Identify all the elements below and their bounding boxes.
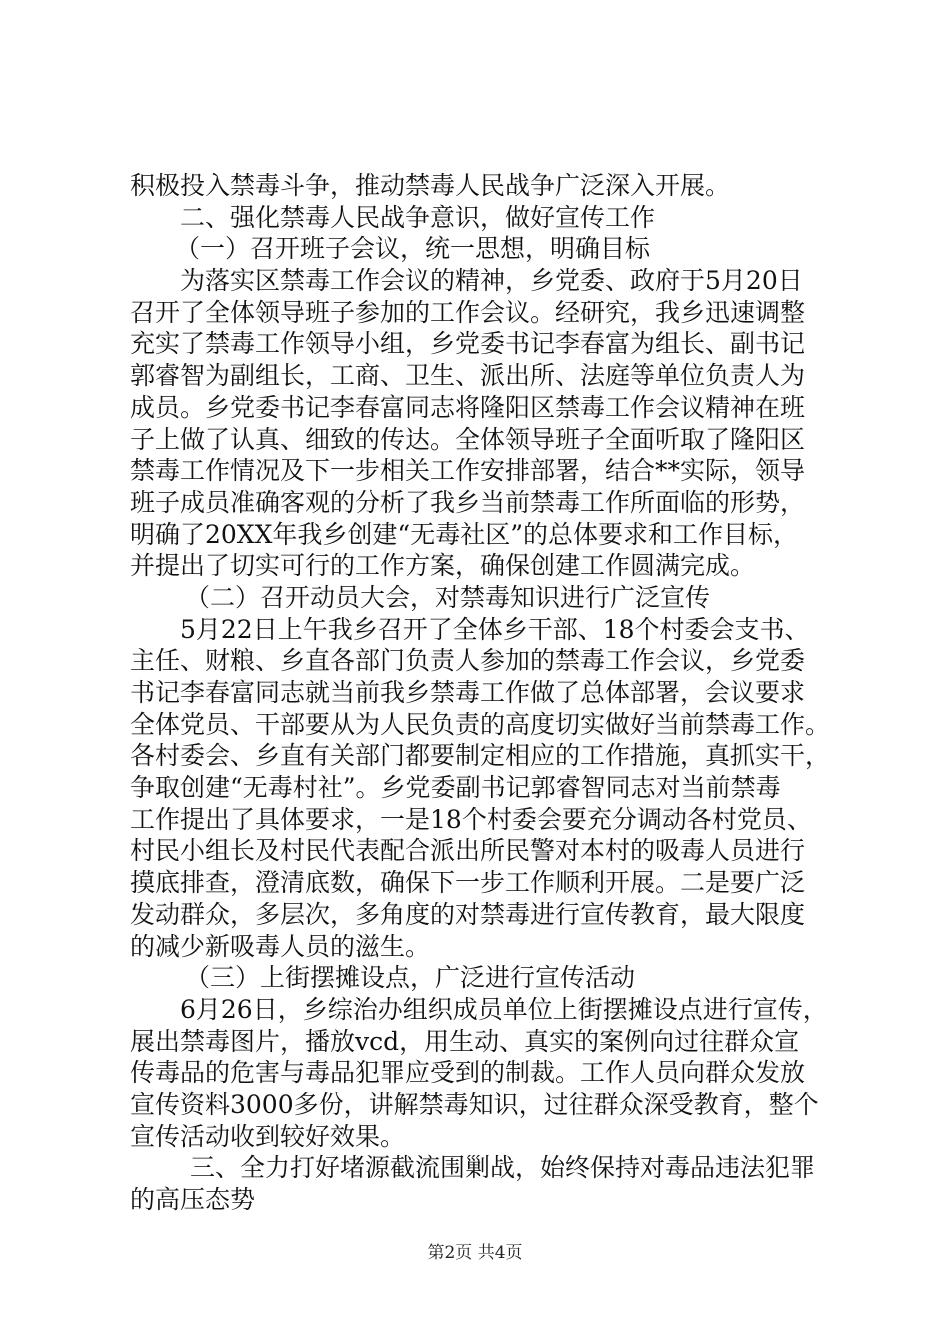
section-heading: 三、全力打好堵源截流围剿战，始终保持对毒品违法犯罪	[190, 1153, 816, 1183]
document-body	[130, 170, 830, 1216]
text-line: 发动群众，多层次，多角度的对禁毒进行宣传教育，最大限度	[130, 899, 806, 929]
text-line: 宣传资料3000多份，讲解禁毒知识，过往群众深受教育，整个	[130, 1089, 819, 1119]
text-line: 成员。乡党委书记李春富同志将隆阳区禁毒工作会议精神在班	[130, 392, 806, 422]
text-line: 并提出了切实可行的工作方案，确保创建工作圆满完成。	[130, 551, 756, 581]
text-line: 明确了20XX年我乡创建“无毒社区”的总体要求和工作目标，	[130, 519, 798, 549]
text-line: 的高压态势	[130, 1185, 256, 1214]
section-heading: 二、强化禁毒人民战争意识，做好宣传工作	[180, 202, 656, 232]
subsection-heading: （一）召开班子会议，统一思想，明确目标	[175, 234, 651, 264]
text-line: 摸底排查，澄清底数，确保下一步工作顺利开展。二是要广泛	[130, 868, 806, 898]
text-line: 郭睿智为副组长，工商、卫生、派出所、法庭等单位负责人为	[130, 361, 806, 391]
text-line: 子上做了认真、细致的传达。全体领导班子全面听取了隆阳区	[130, 424, 806, 454]
text-line: 积极投入禁毒斗争，推动禁毒人民战争广泛深入开展。	[130, 171, 731, 200]
text-line: 书记李春富同志就当前我乡禁毒工作做了总体部署，会议要求	[130, 678, 806, 707]
text-line: 召开了全体领导班子参加的工作会议。经研究，我乡迅速调整	[130, 297, 806, 327]
subsection-heading: （三）上街摆摊设点，广泛进行宣传活动	[185, 963, 636, 993]
text-line: 6月26日，乡综治办组织成员单位上街摆摊设点进行宣传，	[180, 994, 828, 1024]
text-line: 主任、财粮、乡直各部门负责人参加的禁毒工作会议，乡党委	[130, 646, 806, 676]
text-line: 争取创建“无毒村社”。乡党委副书记郭睿智同志对当前禁毒	[130, 773, 781, 803]
text-line: 各村委会、乡直有关部门都要制定相应的工作措施，真抓实干，	[130, 741, 830, 771]
subsection-heading: （二）召开动员大会，对禁毒知识进行广泛宣传	[185, 582, 711, 612]
text-line: 传毒品的危害与毒品犯罪应受到的制裁。工作人员向群众发放	[130, 1058, 806, 1088]
text-line: 禁毒工作情况及下一步相关工作安排部署，结合**实际，领导	[130, 456, 806, 486]
text-line: 5月22日上午我乡召开了全体乡干部、18个村委会支书、	[180, 614, 810, 644]
text-line: 宣传活动收到较好效果。	[130, 1121, 406, 1151]
text-line: 为落实区禁毒工作会议的精神，乡党委、政府于5月20日	[180, 266, 803, 296]
text-line: 充实了禁毒工作领导小组，乡党委书记李春富为组长、副书记	[130, 329, 806, 359]
page-number-footer: 第2页 共4页	[427, 1243, 523, 1263]
text-line: 的减少新吸毒人员的滋生。	[130, 931, 431, 961]
text-line: 全体党员、干部要从为人民负责的高度切实做好当前禁毒工作。	[130, 709, 830, 739]
text-line: 班子成员准确客观的分析了我乡当前禁毒工作所面临的形势，	[130, 487, 806, 517]
text-line: 村民小组长及村民代表配合派出所民警对本村的吸毒人员进行	[130, 836, 806, 866]
text-line: 展出禁毒图片，播放vcd，用生动、真实的案例向过往群众宣	[130, 1026, 800, 1056]
text-line: 工作提出了具体要求，一是18个村委会要充分调动各村党员、	[130, 804, 812, 834]
